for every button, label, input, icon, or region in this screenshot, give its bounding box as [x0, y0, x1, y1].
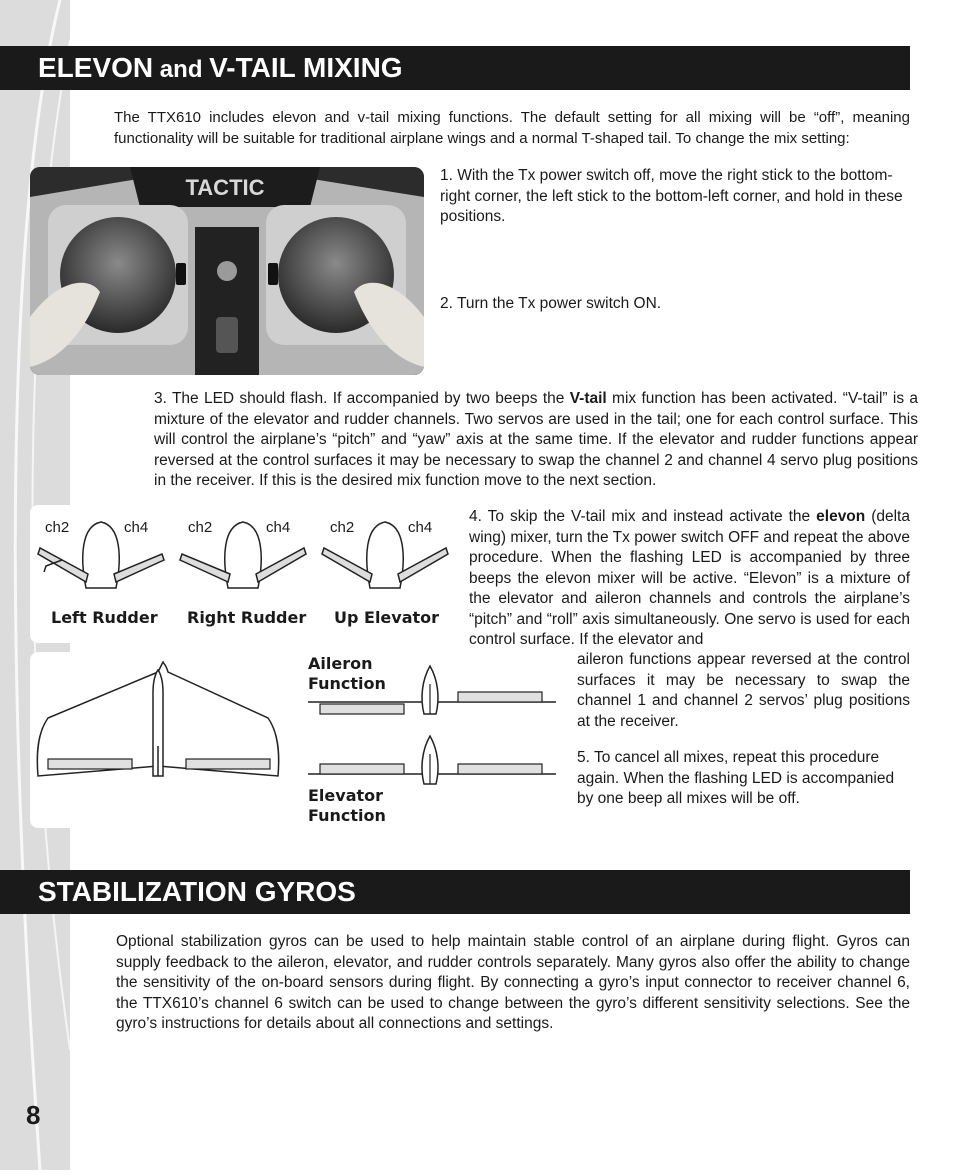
right-rudder-label: Right Rudder — [187, 608, 307, 627]
ch4-label: ch4 — [266, 519, 291, 536]
ch2-label: ch2 — [330, 519, 355, 536]
vtail-tail-drawing — [178, 518, 308, 598]
step-3-text: 3. The LED should flash. If accompanied by two beeps the V-tail mix function has been activated. “V-tail” is a mixture of the elevator and rudder channels. Two servos are used in the tail; one for each control surface. This will control the airplane’s “pitch” and “yaw” axis at the same time. If the elevator and rudder functions appear reversed at the control surfaces it may be necessary to swap the channel 2 and channel 4 servo plug positions in the receiver. If this is the desired mix function move to the next section. — [154, 390, 918, 489]
delta-wing-panel — [30, 652, 296, 828]
section-title-elevon-vtail: ELEVON and V-TAIL MIXING — [0, 46, 910, 90]
section-title-stabilization-gyros: STABILIZATION GYROS — [0, 870, 910, 914]
aileron-function-label: Aileron Function — [308, 654, 386, 693]
vtail-tail-drawing — [320, 518, 450, 598]
ch2-label: ch2 — [188, 519, 213, 536]
ch4-label: ch4 — [124, 519, 149, 536]
step-5-text: 5. To cancel all mixes, repeat this procedure again. When the flashing LED is accompanied by one beep all mixes will be off. — [577, 749, 895, 807]
transmitter-photo — [30, 167, 424, 375]
page-number: 8 — [26, 1100, 41, 1130]
delta-wing-drawing — [30, 652, 296, 828]
step-4-text: 4. To skip the V-tail mix and instead activate the elevon (delta wing) mixer, turn the Tx power switch OFF and repeat the above procedure. When the flashing LED is accompanied by three beeps the elevon mixer will be active. “Elevon” is a mixture of the elevator and aileron channels and controls the airplane’s “pitch” and “roll” axis simultaneously. One servo is used for each control surface. If the elevator and — [469, 508, 910, 648]
step-1-text: 1. With the Tx power switch off, move the right stick to the bottom-right corner, the left stick to the bottom-left corner, and hold in these positions. — [440, 167, 903, 225]
vtail-tail-drawing — [36, 518, 166, 598]
tactic-brand-logo: TACTIC — [185, 175, 265, 200]
gyros-paragraph: Optional stabilization gyros can be used to help maintain stable control of an airplane during flight. Gyros can supply feedback to the aileron, elevator, and rudder controls separately. Many gyros also offer the ability to change the sensitivity of the on-board sensors during flight. By connecting a gyro’s input connector to receiver channel 6, the TTX610’s channel 6 switch can be used to change between the gyro’s different sensitivity selections. See the gyro’s instructions for details about all connections and settings. — [116, 933, 910, 1032]
step-2-text: 2. Turn the Tx power switch ON. — [440, 295, 662, 312]
aileron-function-diagram — [306, 664, 558, 716]
step-4-continued-text: aileron functions appear reversed at the control surfaces it may be necessary to swap the channel 1 and channel 2 servos’ plug positions at the receiver. — [577, 651, 910, 730]
ch2-label: ch2 — [45, 519, 70, 536]
elevator-function-label: Elevator Function — [308, 786, 386, 825]
elevator-function-diagram — [306, 734, 558, 786]
intro-paragraph: The TTX610 includes elevon and v-tail mixing functions. The default setting for all mixing will be “off”, meaning functionality will be suitable for traditional airplane wings and a normal T-shaped tail. To change the mix setting: — [114, 109, 910, 147]
up-elevator-label: Up Elevator — [334, 608, 440, 627]
left-rudder-label: Left Rudder — [51, 608, 158, 627]
ch4-label: ch4 — [408, 519, 433, 536]
